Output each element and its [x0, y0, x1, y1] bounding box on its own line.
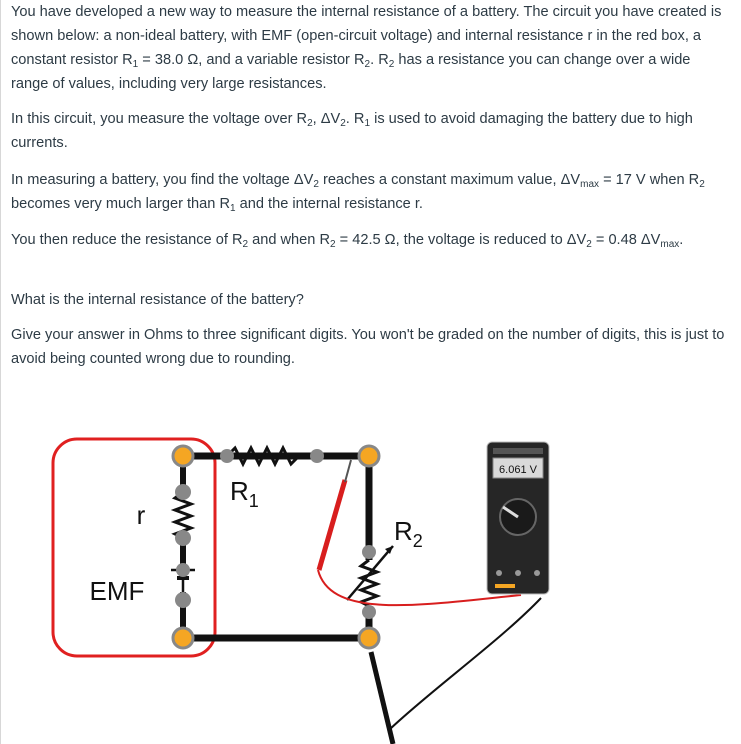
red-probe	[319, 480, 345, 570]
subscript: 2	[340, 118, 346, 129]
node	[173, 446, 193, 466]
subscript: 2	[586, 239, 592, 250]
subscript: 1	[132, 59, 139, 70]
subscript: 1	[364, 118, 371, 129]
circuit-figure	[1, 420, 741, 744]
subscript: 2	[330, 239, 336, 250]
text: = 0.48 ΔV	[591, 232, 661, 248]
text: = 17 V when R	[599, 172, 700, 188]
meter-reading: 6.061 V	[499, 464, 537, 476]
label-r2: $R_2$	[394, 516, 423, 551]
battery-box	[53, 439, 215, 656]
text: . R	[370, 52, 389, 68]
subscript: 2	[242, 239, 249, 250]
text: You then reduce the resistance of R	[11, 232, 243, 248]
black-probe	[371, 652, 393, 744]
node	[220, 449, 234, 463]
text: and when R	[248, 232, 331, 248]
subscript: 2	[699, 179, 705, 190]
jack	[534, 570, 540, 576]
paragraph-intro	[11, 0, 727, 96]
jack	[496, 570, 502, 576]
subscript: 2	[388, 59, 395, 70]
text: = 42.5 Ω, the voltage is reduced to ΔV	[335, 232, 587, 248]
node	[359, 446, 379, 466]
node	[359, 628, 379, 648]
subscript: max	[580, 179, 600, 190]
subscript: 2	[313, 179, 319, 190]
text: reaches a constant maximum value, ΔV	[318, 172, 581, 188]
node	[175, 484, 191, 500]
text: . R	[345, 111, 365, 127]
text: , ΔV	[312, 111, 341, 127]
text: In measuring a battery, you find the voltage ΔV	[11, 172, 314, 188]
text: In this circuit, you measure the voltage over R	[11, 111, 308, 127]
label-r: r	[136, 500, 146, 530]
text: is used to avoid damaging the battery due to high currents.	[11, 111, 693, 151]
jack	[515, 570, 521, 576]
text: has a resistance you can change over a wide range of values, including very large resistances.	[11, 52, 691, 92]
paragraph-instructions: Give your answer in Ohms to three significant digits. You won't be graded on the number of digits, this is just to avoid being counted wrong due to rounding.	[11, 327, 725, 367]
subscript: 1	[230, 203, 236, 214]
node	[175, 530, 191, 546]
paragraph-question: What is the internal resistance of the battery?	[11, 292, 304, 308]
node	[173, 628, 193, 648]
text: = 38.0 Ω, and a variable resistor R	[138, 52, 365, 68]
black-probe-wire	[389, 598, 541, 730]
node	[362, 545, 376, 559]
multimeter	[487, 442, 549, 594]
text: and the internal resistance r.	[235, 196, 423, 212]
text: You have developed a new way to measure the internal resistance of a battery. The circuit you have created is shown below: a non-ideal battery, with EMF (open-circuit voltage) and internal resistance r in the red box, a constant resistor R	[11, 4, 722, 68]
paragraph-vmax	[11, 168, 727, 216]
text: becomes very much larger than R	[11, 196, 230, 212]
paragraph-measurement	[11, 107, 727, 155]
paragraph-reduced	[11, 228, 727, 252]
subscript: max	[660, 239, 680, 250]
text: .	[679, 232, 684, 248]
subscript: 2	[307, 118, 313, 129]
node	[310, 449, 324, 463]
node	[176, 563, 190, 577]
node	[175, 592, 191, 608]
label-emf: EMF	[89, 576, 145, 606]
label-r1: $R_1$	[230, 476, 259, 511]
node	[362, 605, 376, 619]
subscript: 2	[364, 59, 371, 70]
